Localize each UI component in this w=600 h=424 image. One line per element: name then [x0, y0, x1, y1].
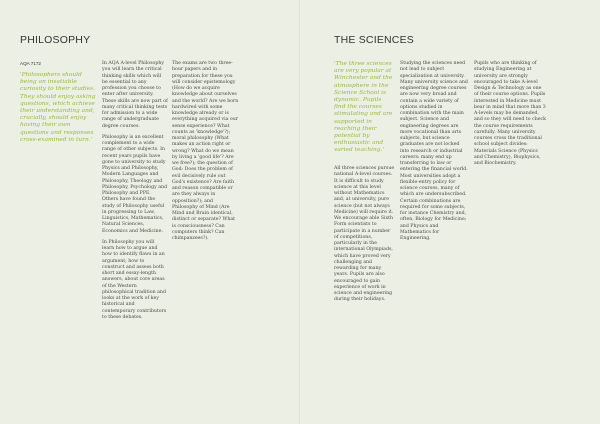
philosophy-column-1	[102, 61, 168, 326]
sciences-paragraph: All three sciences pursue national A-level courses. It is difficult to study science at this level without Mathematics and, at university, pure science (but not always Medicine) will require it. We encourage able Sixth Form scientists to participate in a number of competitions, particularly in the international Olympiads, which have proved very challenging and rewarding for many years. Pupils are also encouraged to gain experience of work in science and engineering during their holidays.	[334, 166, 395, 303]
philosophy-paragraph: Philosophy is an excellent complement to a wide range of other subjects. In recent years pupils have gone to university to study Physics and Philosophy, Modern Languages and Philosophy, Theology and Philosophy, Psychology and Philosophy and PPE. Others have found the study of Philosophy useful in progressing to Law, Linguistics, Mathematics, Natural Sciences, Economics and Medicine.	[102, 134, 168, 234]
philosophy-heading: PHILOSOPHY	[20, 34, 91, 46]
sciences-heading: THE SCIENCES	[334, 34, 414, 46]
philosophy-paragraph: In AQA A-level Philosophy you will learn the critical thinking skills which will be essential to any profession you choose to enter after university. These skills are now part of many critical thinking tests for admission to a wide range of undergraduate degree courses.	[102, 61, 168, 129]
philosophy-column-2	[172, 61, 240, 247]
sciences-paragraph: Studying the sciences need not lead to subject specialization at university. Many university science and engineering degree courses are now very broad and contain a wide variety of options studied in combination with the main subject. Science and engineering degrees are more vocational than arts subjects, but science graduates are not locked into research or industrial careers: many end up transferring to law or entering the financial world. Most universities adopt a flexible-entry policy for science courses, many of which are undersubscribed. Certain combinations are required for some subjects, for instance Chemistry and, often, Biology for Medicine; and Physics and Mathematics for Engineering.	[400, 61, 468, 241]
philosophy-pull-quote: 'Philosophers should being an insatiable curiosity to their studies. They should enjoy asking questions, which achieve their understanding and, crucially, should enjoy having their own questions and responses cross-examined in turn.'	[20, 72, 96, 143]
philosophy-course-code: AQA 7172	[20, 61, 41, 66]
sciences-column-2	[400, 61, 470, 247]
sciences-page	[300, 0, 600, 424]
sciences-pull-quote: 'The three sciences are very popular at Winchester and the atmosphere in the Science School is dynamic. Pupils find the courses stimulating and are supported in reaching their potential by enthusiastic and varied teaching.'	[334, 61, 393, 154]
sciences-column-1	[334, 166, 396, 309]
sciences-column-3	[474, 61, 546, 172]
philosophy-paragraph: The exams are two three-hour papers and in preparation for these you will consider epistemology (How do we acquire knowledge about ourselves and the world? Are we born hardwired with some knowledge already or is everything acquired via our sense experience? What counts as 'knowledge'?); moral philosophy (What makes an action right or wrong? What do we mean by living a 'good life'? Are we free?); the question of God: Does the problem of evil decisively rule out God's existence? Are faith and reason compatible or are they always in opposition?); and Philosophy of Mind (Are Mind and Brain identical, distinct or separate? What is consciousness? Can computers think? Can chimpanzees?).	[172, 61, 239, 241]
philosophy-paragraph: In Philosophy you will learn how to argue and how to identify flaws in an argument; how to construct and assess both short and essay-length answers, about core areas of the Western philosophical tradition and looks at the work of key historical and contemporary contributors to these debates.	[102, 239, 167, 320]
sciences-paragraph: Pupils who are thinking of studying Engineering at university are strongly encouraged to take A-level Design & Technology as one of their course options. Pupils interested in Medicine must bear in mind that more than 3 A-levels may be demanded, and so they will need to check the course requirements carefully. Many university courses cross the traditional school subject divides: Materials Science (Physics and Chemistry), Biophysics, and Biochemistry.	[474, 61, 546, 166]
